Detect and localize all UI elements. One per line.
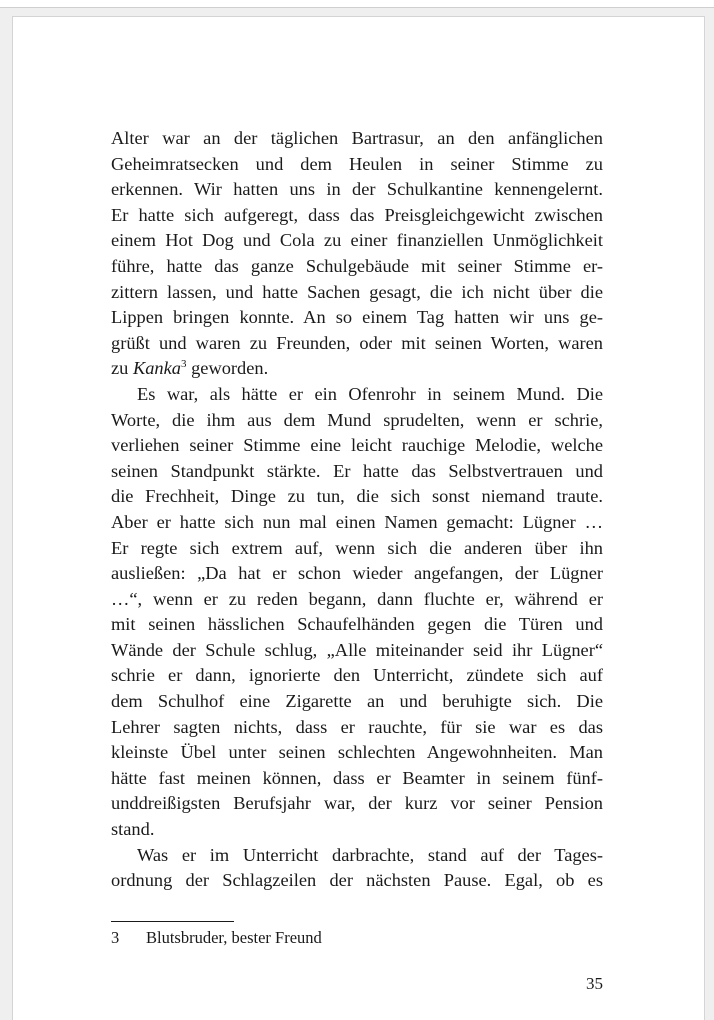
paragraph-first-line: Es war, als hätte er ein Ofenrohr in seinem Mund. Die [137,383,603,404]
paragraph-first-line: Was er im Unterricht darbrachte, stand auf der Tages- [137,844,603,865]
text-line: Geheimratsecken und dem Heulen in seiner Stimme zu [111,153,603,174]
footnote-number: 3 [111,928,120,947]
footnote-reference: 3 [180,358,187,371]
text-line: Alter war an der täglichen Bartrasur, an den anfänglichen [111,128,603,148]
text-line: mit seinen hässlichen Schaufelhänden gegen die Türen und [111,614,603,635]
text-fragment: geworden. [186,358,269,379]
text-line: führe, hatte das ganze Schulgebäude mit seiner Stimme er- [111,255,603,276]
text-line: Lippen bringen konnte. An so einem Tag hatten wir uns ge- [111,307,603,328]
text-line: seinen Standpunkt stärkte. Er hatte das Selbstvertrauen und [111,460,603,481]
text-line: Er hatte sich aufgeregt, dass das Preisgleichgewicht zwischen [111,204,603,225]
text-line: dem Schulhof eine Zigarette an und beruhigte sich. Die [111,691,603,712]
body-text [111,126,603,894]
text-line: ausließen: „Da hat er schon wieder angefangen, der Lügner [111,563,603,584]
text-line: zittern lassen, und hatte Sachen gesagt, die ich nicht über die [111,281,603,302]
text-line: verliehen seiner Stimme eine leicht rauchige Melodie, welche [111,435,603,456]
text-line: unddreißigsten Berufsjahr war, der kurz vor seiner Pension [111,793,603,814]
text-line: Worte, die ihm aus dem Mund sprudelten, wenn er schrie, [111,409,603,430]
text-line: Er regte sich extrem auf, wenn sich die anderen über ihn [111,537,603,558]
text-line-with-footnote [111,356,603,382]
text-fragment: zu [111,358,133,379]
text-line: hätte fast meinen können, dass er Beamter in seinem fünf- [111,767,603,788]
text-line: Wände der Schule schlug, „Alle miteinander seid ihr Lügner“ [111,639,603,660]
text-line: einem Hot Dog und Cola zu einer finanziellen Unmöglichkeit [111,230,603,251]
page-number: 35 [586,974,603,993]
text-line: Lehrer sagten nichts, dass er rauchte, für sie war es das [111,716,603,737]
text-line: stand. [111,819,155,840]
footnote-separator [111,921,234,922]
previous-page-edge [0,0,714,8]
italic-word: Kanka [132,358,181,379]
text-line: schrie er dann, ignorierte den Unterricht, zündete sich auf [111,665,603,686]
text-line: grüßt und waren zu Freunden, oder mit seinen Worten, waren [111,332,603,353]
text-line: erkennen. Wir hatten uns in der Schulkantine kennengelernt. [111,179,603,200]
footnote-text: Blutsbruder, bester Freund [146,928,322,947]
text-line: kleinste Übel unter seinen schlechten Angewohnheiten. Man [111,742,603,763]
text-line: …“, wenn er zu reden begann, dann fluchte er, während er [111,588,603,609]
text-line: Aber er hatte sich nun mal einen Namen gemacht: Lügner … [111,511,603,532]
book-page [12,16,705,1020]
footnote [111,927,603,949]
text-line: ordnung der Schlagzeilen der nächsten Pause. Egal, ob es [111,870,603,891]
text-line: die Frechheit, Dinge zu tun, die sich sonst niemand traute. [111,486,603,507]
